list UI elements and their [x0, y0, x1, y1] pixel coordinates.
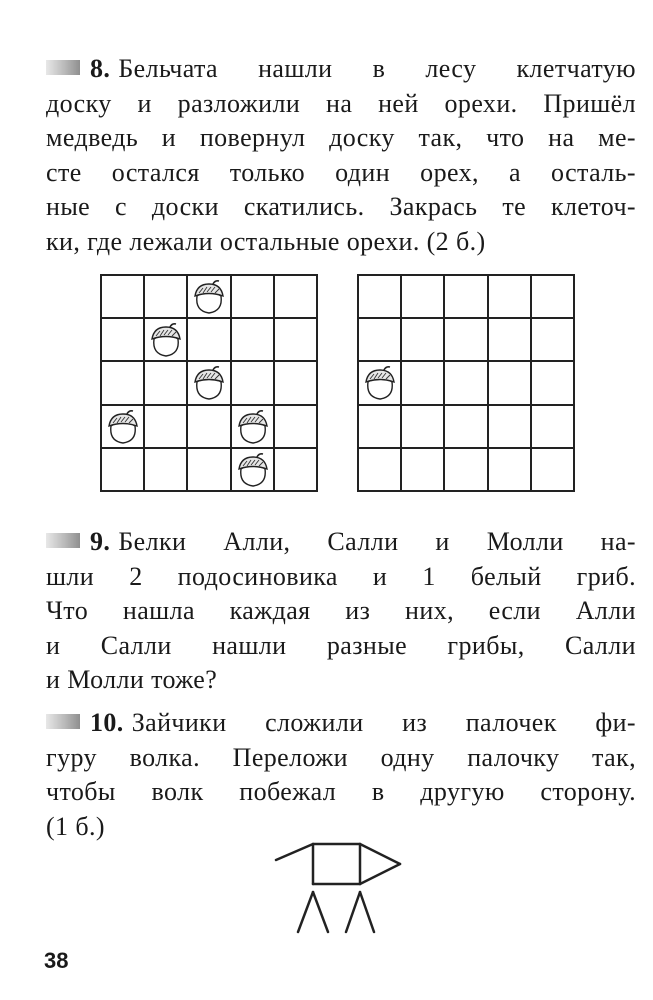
- task-marker: [46, 714, 80, 729]
- board-cell[interactable]: [275, 362, 318, 405]
- task-8: [46, 52, 636, 259]
- board-cell[interactable]: [445, 319, 488, 362]
- task-8-line-5: ные с доски скатились. Закрась те клеточ-: [46, 192, 636, 221]
- board-cell[interactable]: [145, 406, 188, 449]
- board-cell[interactable]: [145, 319, 188, 362]
- task-10-line-1: 10. Зайчики сложили из палочек фи-: [46, 706, 636, 741]
- board-cell[interactable]: [359, 276, 402, 319]
- stick: [360, 844, 400, 864]
- board-cell[interactable]: [232, 449, 275, 492]
- acorn-icon: [235, 452, 271, 488]
- task-marker: [46, 533, 80, 548]
- task-9-line-4: и Салли нашли разные грибы, Салли: [46, 630, 636, 660]
- right-board: [357, 274, 575, 492]
- page-number: 38: [44, 948, 69, 973]
- board-cell[interactable]: [188, 362, 231, 405]
- board-cell[interactable]: [275, 449, 318, 492]
- acorn-icon: [148, 322, 184, 358]
- stick: [360, 864, 400, 884]
- board-cell[interactable]: [102, 406, 145, 449]
- board-cell[interactable]: [402, 362, 445, 405]
- task-10-line-3: чтобы волк побежал в другую сторону.: [46, 777, 636, 806]
- task-number: 10.: [90, 708, 124, 737]
- acorn-icon: [191, 279, 227, 315]
- board-cell[interactable]: [188, 406, 231, 449]
- task-10: [46, 706, 636, 844]
- task-9-line-5: и Молли тоже?: [46, 665, 218, 694]
- task-8-line-4: сте остался только один орех, а осталь-: [46, 157, 636, 187]
- board-cell[interactable]: [489, 406, 532, 449]
- board-cell[interactable]: [532, 362, 575, 405]
- acorn-icon: [105, 409, 141, 445]
- board-cell[interactable]: [232, 276, 275, 319]
- board-cell[interactable]: [489, 319, 532, 362]
- wolf-stick-figure: [268, 838, 408, 938]
- board-cell[interactable]: [402, 276, 445, 319]
- stick: [346, 892, 360, 932]
- task-9-line-1: 9. Белки Алли, Салли и Молли на-: [46, 525, 636, 560]
- board-cell[interactable]: [102, 449, 145, 492]
- board-cell[interactable]: [188, 449, 231, 492]
- board-cell[interactable]: [232, 362, 275, 405]
- left-board: [100, 274, 318, 492]
- board-cell[interactable]: [445, 449, 488, 492]
- board-cell[interactable]: [145, 362, 188, 405]
- board-cell[interactable]: [275, 276, 318, 319]
- task-9-line-3: Что нашла каждая из них, если Алли: [46, 596, 636, 625]
- board-cell[interactable]: [532, 319, 575, 362]
- stick: [276, 844, 313, 860]
- board-cell[interactable]: [232, 406, 275, 449]
- acorn-icon: [235, 409, 271, 445]
- task-8-line-2: доску и разложили на ней орехи. Пришёл: [46, 88, 636, 118]
- board-cell[interactable]: [359, 319, 402, 362]
- task-8-line-3: медведь и повернул доску так, что на ме-: [46, 123, 636, 152]
- board-cell[interactable]: [102, 276, 145, 319]
- stick: [298, 892, 313, 932]
- board-cell[interactable]: [489, 362, 532, 405]
- board-cell[interactable]: [445, 362, 488, 405]
- board-cell[interactable]: [489, 276, 532, 319]
- board-cell[interactable]: [359, 449, 402, 492]
- task-9-line-2: шли 2 подосиновика и 1 белый гриб.: [46, 561, 636, 591]
- board-cell[interactable]: [145, 276, 188, 319]
- board-cell[interactable]: [359, 406, 402, 449]
- board-cell[interactable]: [532, 449, 575, 492]
- board-cell[interactable]: [275, 319, 318, 362]
- board-cell[interactable]: [188, 276, 231, 319]
- stick: [313, 892, 328, 932]
- task-9: [46, 525, 636, 698]
- task-8-line-1: 8. Бельчата нашли в лесу клетчатую: [46, 52, 636, 87]
- board-cell[interactable]: [102, 362, 145, 405]
- acorn-icon: [362, 365, 398, 401]
- board-cell[interactable]: [402, 406, 445, 449]
- task-number: 8.: [90, 54, 111, 83]
- board-cell[interactable]: [532, 406, 575, 449]
- task-marker: [46, 60, 80, 75]
- board-cell[interactable]: [275, 406, 318, 449]
- task-8-line-6: ки, где лежали остальные орехи. (2 б.): [46, 226, 486, 256]
- task-10-line-4: (1 б.): [46, 811, 105, 841]
- task-number: 9.: [90, 527, 111, 556]
- board-cell[interactable]: [532, 276, 575, 319]
- board-cell[interactable]: [402, 449, 445, 492]
- stick: [360, 892, 374, 932]
- task-10-line-2: гуру волка. Переложи одну палочку так,: [46, 742, 636, 772]
- board-cell[interactable]: [359, 362, 402, 405]
- board-cell[interactable]: [145, 449, 188, 492]
- board-cell[interactable]: [402, 319, 445, 362]
- board-cell[interactable]: [489, 449, 532, 492]
- board-cell[interactable]: [445, 276, 488, 319]
- acorn-icon: [191, 365, 227, 401]
- board-cell[interactable]: [232, 319, 275, 362]
- board-cell[interactable]: [102, 319, 145, 362]
- board-cell[interactable]: [445, 406, 488, 449]
- board-cell[interactable]: [188, 319, 231, 362]
